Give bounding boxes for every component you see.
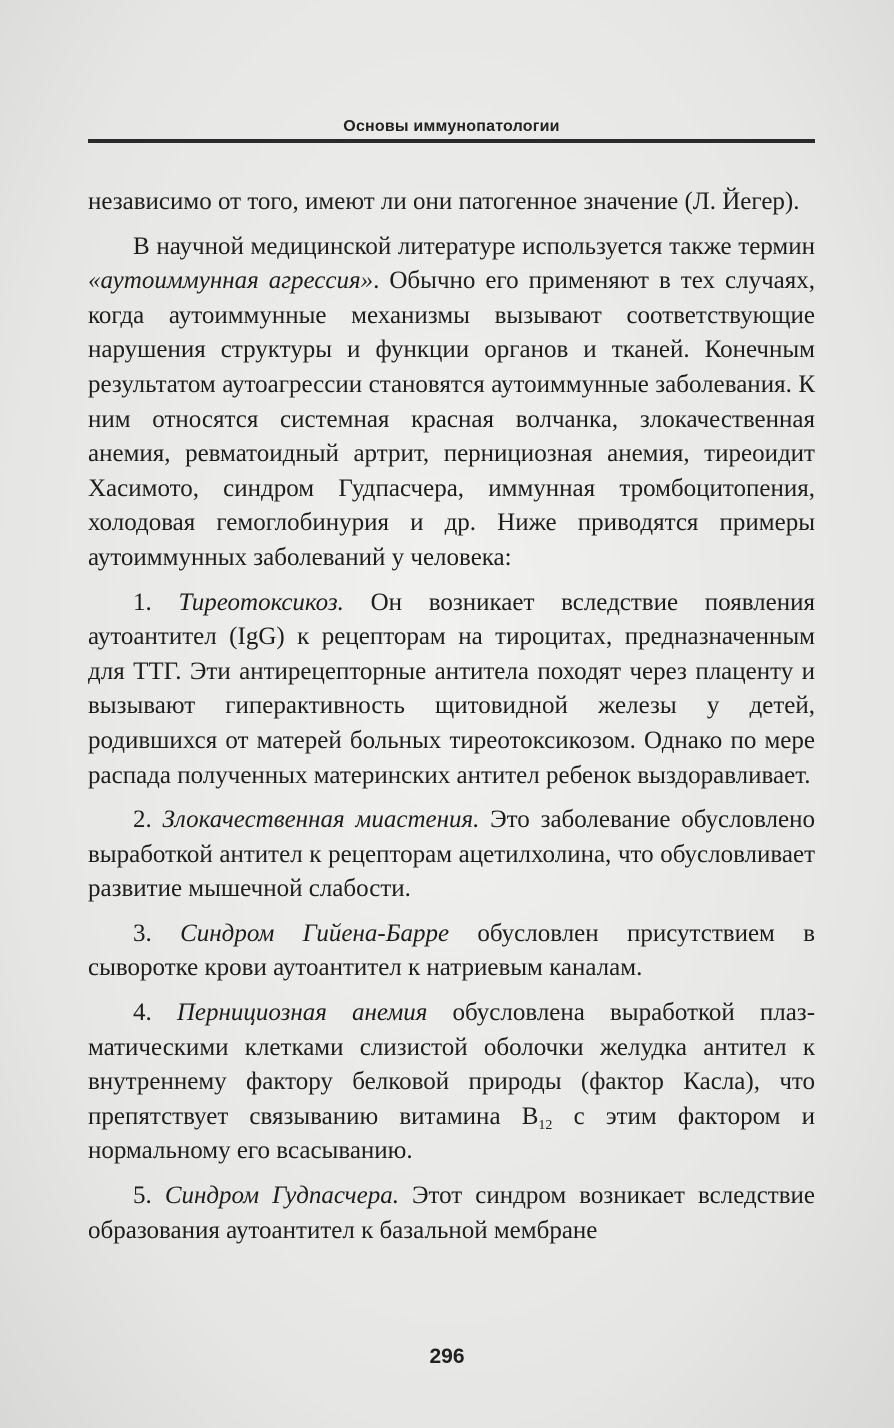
list-paragraph: 1. Тиреотоксикоз. Он возникает вследствие появления аутоантител (IgG) к рецепторам на тироцитах, предназначенным для ТТГ. Эти антирецепторные антитела походят через плаценту и вызывают гиперактивность щитовидной железы у детей, родившихся от матерей больных тиреотоксикозом. Однако по мере распада полученных материнских антител ребенок выздоравливает. <box>88 588 816 789</box>
body-text <box>88 185 815 1248</box>
list-paragraph: 3. Синдром Гийена-Барре обусловлен присутствием в сыворотке крови аутоантител к натриевым каналам. <box>88 919 816 982</box>
disease-name: Синдром Гудпасчера. <box>164 1182 399 1210</box>
subscript: 12 <box>538 1117 553 1133</box>
disease-name: Пернициозная анемия <box>176 999 428 1027</box>
italic-term: «аутоиммунная агрессия» <box>88 267 374 295</box>
header-rule <box>88 139 815 143</box>
list-paragraph: 5. Синдром Гудпасчера. Этот синдром возникает вследствие образования аутоантител к базальной мембране <box>88 1182 815 1244</box>
page-number: 296 <box>429 1345 465 1368</box>
disease-name: Тиреотоксикоз. <box>178 588 344 616</box>
running-head: Основы иммунопатологии <box>343 118 560 135</box>
list-paragraph: 4. Пернициозная анемия обусловлена выработкой плазматическими клетками слизистой оболочки желудка антител к внутреннему фактору белковой природы (фактор Касла), что препятствует связыванию витамина $B_{12}$ с этим фактором и нормальному его всасыванию. <box>88 999 816 1165</box>
disease-name: Злокачественная миастения. <box>162 806 480 834</box>
list-paragraph: 2. Злокачественная миастения. Это заболевание обусловлено выработкой антител к рецепторам ацетилхолина, что обусловливает развитие мышечной слабости. <box>88 806 815 903</box>
disease-name: Синдром Гийена-Барре <box>180 919 450 947</box>
paragraph: В научной медицинской литературе используется также термин «аутоиммунная агрессия». Обычно его применяют в тех случаях, когда аутоиммунные механизмы вызывают соответствующие нарушения структуры и функции органов и тканей. Конечным результатом аутоагрессии становятся аутоиммунные заболевания. К ним относятся системная красная волчанка, злокачественная анемия, ревматоидный артрит, пернициозная анемия, тиреоидит Хасимото, синдром Гудпасчера, иммунная тромбоцитопения, холодовая гемоглобинурия и др. Ниже приводятся примеры аутоиммунных заболеваний у человека: <box>88 232 816 571</box>
paragraph: независимо от того, имеют ли они патогенное значение (Л. Йегер). <box>88 188 800 215</box>
